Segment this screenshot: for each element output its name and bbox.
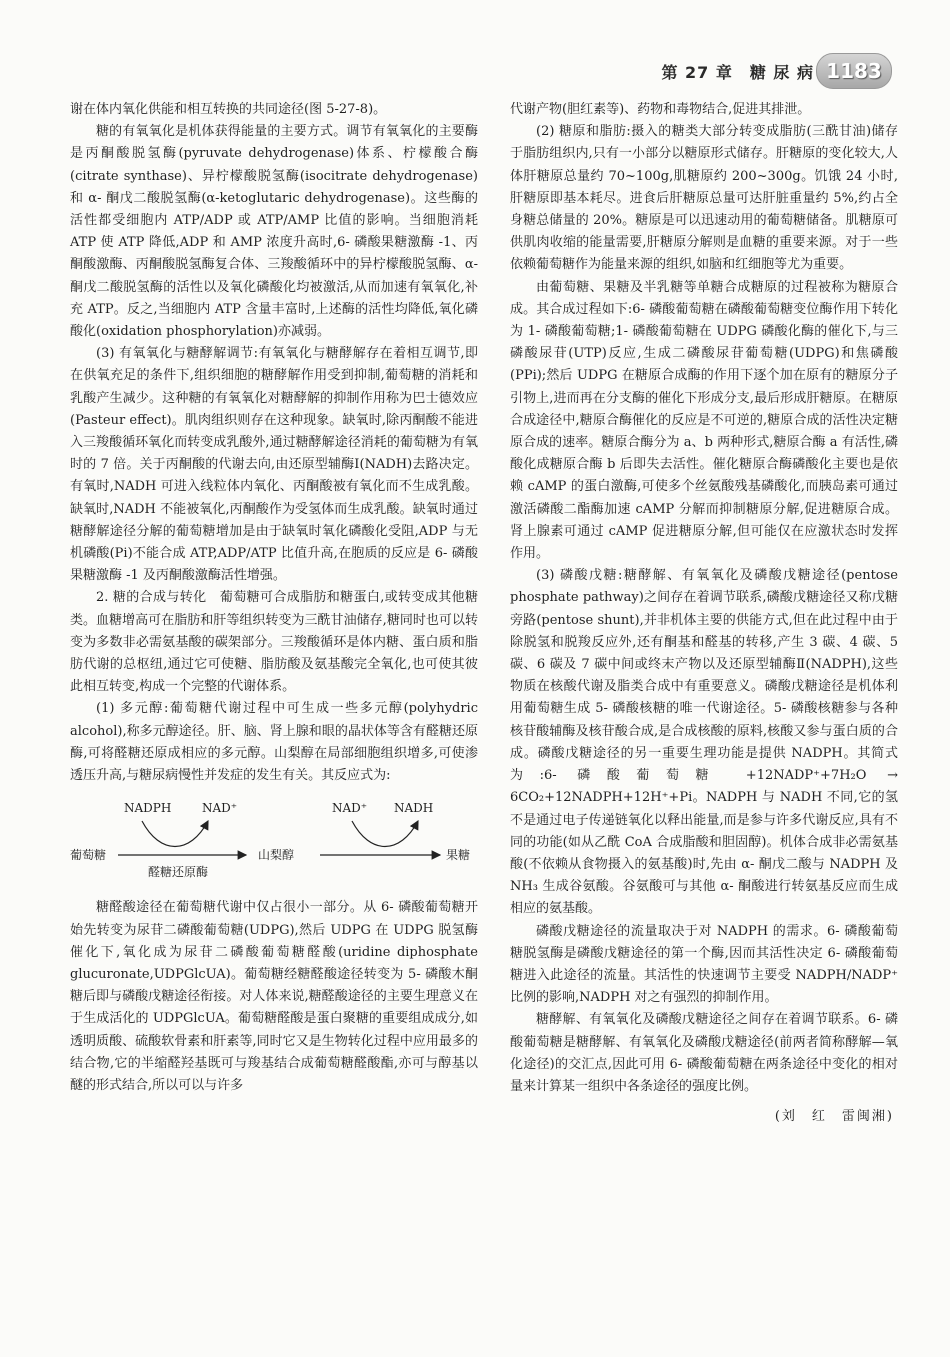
page-number-badge: 1183 — [816, 53, 892, 89]
chapter-title: 第 27 章 糖 尿 病 — [661, 63, 814, 82]
cofactor-curve-2 — [352, 821, 418, 847]
paragraph: 代谢产物(胆红素等)、药物和毒物结合,促进其排泄。 — [510, 102, 811, 117]
cofactor-nad-plus: NAD⁺ — [202, 801, 238, 816]
paragraph: (3) 磷酸戊糖:糖酵解、有氧氧化及磷酸戊糖途径(pentose phosphate pathway)之间存在着调节联系,磷酸戊糖途径又称戊糖旁路(pentose shunt),并非机体主要的供能方式,但在此过程中由于除脱氢和脱羧反应外,还有酮基和醛基的转移,产生 3 碳、4 碳、5 碳、6 碳及 7 碳中间或终末产物以及还原型辅酶Ⅱ(NADPH),这些物质在核酸代谢及脂类合成中有重要意义。磷酸戊糖途径是机体利用葡萄糖生成 5- 磷酸核糖的唯一代谢途径。5- 磷酸核糖参与各种核苷酸辅酶及核苷酸合成,是合成核酸的原料,核酸又参与蛋白质的合成。磷酸戊糖途径的另一重要生理功能是提供 NADPH。其简式为:6- 磷酸葡萄糖 +12NADP⁺+7H₂O → 6CO₂+12NADPH+12H⁺+Pi。NADPH 与 NADH 不同,它的氢不是通过电子传递链氧化以释出能量,而是参与许多代谢反应,具有不同的功能(如从乙酰 CoA 合成脂酸和胆固醇)。机体合成非必需氨基酸(不依赖从食物摄入的氨基酸)时,先由 α- 酮戊二酸与 NADPH 及 NH₃ 生成谷氨酸。谷氨酸可与其他 α- 酮酸进行转氨基反应而生成相应的氨基酸。 — [510, 568, 898, 917]
page-header — [0, 0, 950, 92]
paragraph: 2. 糖的合成与转化 葡萄糖可合成脂肪和糖蛋白,或转变成其他糖类。血糖增高可在脂肪和肝等组织转变为三酰甘油储存,糖同时也可以转变为多数非必需氨基酸的碳架部分。三羧酸循环是体内糖、蛋白质和脂肪代谢的总枢纽,通过它可使糖、脂肪酸及氨基酸完全氧化,也可使其彼此相互转变,构成一个完整的代谢体系。 — [70, 590, 478, 695]
paragraph: 谢在体内氧化供能和相互转换的共同途径(图 5-27-8)。 — [70, 102, 387, 117]
paragraph: (2) 糖原和脂肪:摄入的糖类大部分转变成脂肪(三酰甘油)储存于脂肪组织内,只有一小部分以糖原形式储存。肝糖原的变化较大,人体肝糖原总量约 70~100g,肌糖原约 200~300g。饥饿 24 小时,肝糖原即基本耗尽。进食后肝糖原总量可达肝脏重量约 5%,约占全身糖总储量的 20%。糖原是可以迅速动用的葡萄糖储备。肌糖原可供肌肉收缩的能量需要,肝糖原分解则是血糖的重要来源。对于一些依赖葡萄糖作为能量来源的组织,如脑和红细胞等尤为重要。 — [510, 124, 898, 273]
authors: (刘 红 雷闽湘) — [774, 1109, 894, 1125]
right-column — [510, 99, 898, 1128]
cofactor-nad-plus: NAD⁺ — [332, 801, 368, 816]
paragraph: 糖的有氧氧化是机体获得能量的主要方式。调节有氧氧化的主要酶是丙酮酸脱氢酶(pyruvate dehydrogenase)体系、柠檬酸合酶(citrate synthase)、异柠檬酸脱氢酶(isocitrate dehydrogenase)和 α- 酮戊二酸脱氢酶(α-ketoglutaric dehydrogenase)。这些酶的活性都受细胞内 ATP/ADP 或 ATP/AMP 比值的影响。当细胞消耗 ATP 使 ATP 降低,ADP 和 AMP 浓度升高时,6- 磷酸果糖激酶 -1、丙酮酸激酶、丙酮酸脱氢酶复合体、三羧酸循环中的异柠檬酸脱氢酶、α- 酮戊二酸脱氢酶的活性以及氧化磷酸化均被激活,从而加速有氧氧化,补充 ATP。反之,当细胞内 ATP 含量丰富时,上述酶的活性均降低,氧化磷酸化(oxidation phosphorylation)亦减弱。 — [70, 124, 478, 340]
enzyme-aldose-reductase: 醛糖还原酶 — [148, 865, 209, 880]
product-fructose: 果糖 — [446, 848, 471, 863]
paragraph: 糖酵解、有氧氧化及磷酸戊糖途径之间存在着调节联系。6- 磷酸葡萄糖是糖酵解、有氧氧化及磷酸戊糖途径(前两者简称酵解—氧化途径)的交汇点,因此可用 6- 磷酸葡萄糖在两条途径中变化的相对量来计算某一组织中各条途径的强度比例。 — [510, 1012, 898, 1094]
substrate-glucose: 葡萄糖 — [70, 848, 107, 863]
paragraph: (3) 有氧氧化与糖酵解调节:有氧氧化与糖酵解存在着相互调节,即在供氧充足的条件下,组织细胞的糖酵解作用受到抑制,葡萄糖的消耗和乳酸产生减少。这种糖的有氧氧化对糖酵解的抑制作用称为巴士德效应(Pasteur effect)。肌肉组织则存在这种现象。缺氧时,除丙酮酸不能进入三羧酸循环氧化而转变成乳酸外,通过糖酵解途径消耗的葡萄糖为有氧时的 7 倍。关于丙酮酸的代谢去向,由还原型辅酶Ⅰ(NADH)去路决定。有氧时,NADH 可进入线粒体内氧化、丙酮酸被有氧化而不生成乳酸。缺氧时,NADH 不能被氧化,丙酮酸作为受氢体而生成乳酸。缺氧时通过糖酵解途径分解的葡萄糖增加是由于缺氧时氧化磷酸化受阻,ADP 与无机磷酸(Pi)不能合成 ATP,ADP/ATP 比值升高,在胞质的反应是 6- 磷酸果糖激酶 -1 及丙酮酸激酶活性增强。 — [70, 346, 478, 584]
paragraph: 磷酸戊糖途径的流量取决于对 NADPH 的需求。6- 磷酸葡萄糖脱氢酶是磷酸戊糖途径的第一个酶,因而其活性决定 6- 磷酸葡萄糖进入此途径的流量。其活性的快速调节主要受 NADPH/NADP⁺ 比例的影响,NADPH 对之有强烈的抑制作用。 — [510, 923, 898, 1006]
cofactor-nadh: NADH — [394, 801, 434, 816]
polyol-pathway-diagram — [70, 793, 478, 893]
paragraph: (1) 多元醇:葡萄糖代谢过程中可生成一些多元醇(polyhydric alcohol),称多元醇途径。肝、脑、肾上腺和眼的晶状体等含有醛糖还原酶,可将醛糖还原成相应的多元醇。山梨醇在局部细胞组织增多,可使渗透压升高,与糖尿病慢性并发症的发生有关。其反应式为: — [70, 701, 478, 784]
left-column — [70, 99, 478, 1097]
cofactor-nadph: NADPH — [124, 801, 172, 816]
paragraph: 由葡萄糖、果糖及半乳糖等单糖合成糖原的过程被称为糖原合成。其合成过程如下:6- 磷酸葡萄糖在磷酸葡萄糖变位酶作用下转化为 1- 磷酸葡萄糖;1- 磷酸葡萄糖在 UDPG 磷酸化酶的催化下,与三磷酸尿苷(UTP)反应,生成二磷酸尿苷葡萄糖(UDPG)和焦磷酸(PPi);然后 UDPG 在糖原合成酶的作用下逐个加在原有的糖原分子引物上,进而再在分支酶的催化下形成分支,最后形成肝糖原。在糖原合成途径中,糖原合酶催化的反应是不可逆的,糖原合成的活性决定糖原合成的速率。糖原合酶分为 a、b 两种形式,糖原合酶 a 有活性,磷酸化成糖原合酶 b 后即失去活性。催化糖原合酶磷酸化主要也是依赖 cAMP 的蛋白激酶,可使多个丝氨酸残基磷酸化,而胰岛素可通过激活磷酸二酯酶加速 cAMP 分解而抑制糖原分解,促进糖原合成。肾上腺素可通过 cAMP 促进糖原分解,但可能仅在应激状态时发挥作用。 — [510, 279, 898, 562]
paragraph: 糖醛酸途径在葡萄糖代谢中仅占很小一部分。从 6- 磷酸葡萄糖开始先转变为尿苷二磷酸葡萄糖(UDPG),然后 UDPG 在 UDPG 脱氢酶催化下,氧化成为尿苷二磷酸葡萄糖醛酸(uridine diphosphate glucuronate,UDPGlcUA)。葡萄糖经糖醛酸途径转变为 5- 磷酸木酮糖后即与磷酸戊糖途径衔接。对人体来说,糖醛酸途径的主要生理意义在于生成活化的 UDPGlcUA。葡萄糖醛酸是蛋白聚糖的重要组成成分,如透明质酸、硫酸软骨素和肝素等,同时它又是生物转化过程中应用最多的结合物,它的半缩醛羟基既可与羧基结合成葡萄糖醛酸酯,亦可与醇基以醚的形式结合,所以可以与许多 — [70, 900, 478, 1093]
cofactor-curve-1 — [142, 821, 208, 847]
intermediate-sorbitol: 山梨醇 — [258, 848, 295, 863]
